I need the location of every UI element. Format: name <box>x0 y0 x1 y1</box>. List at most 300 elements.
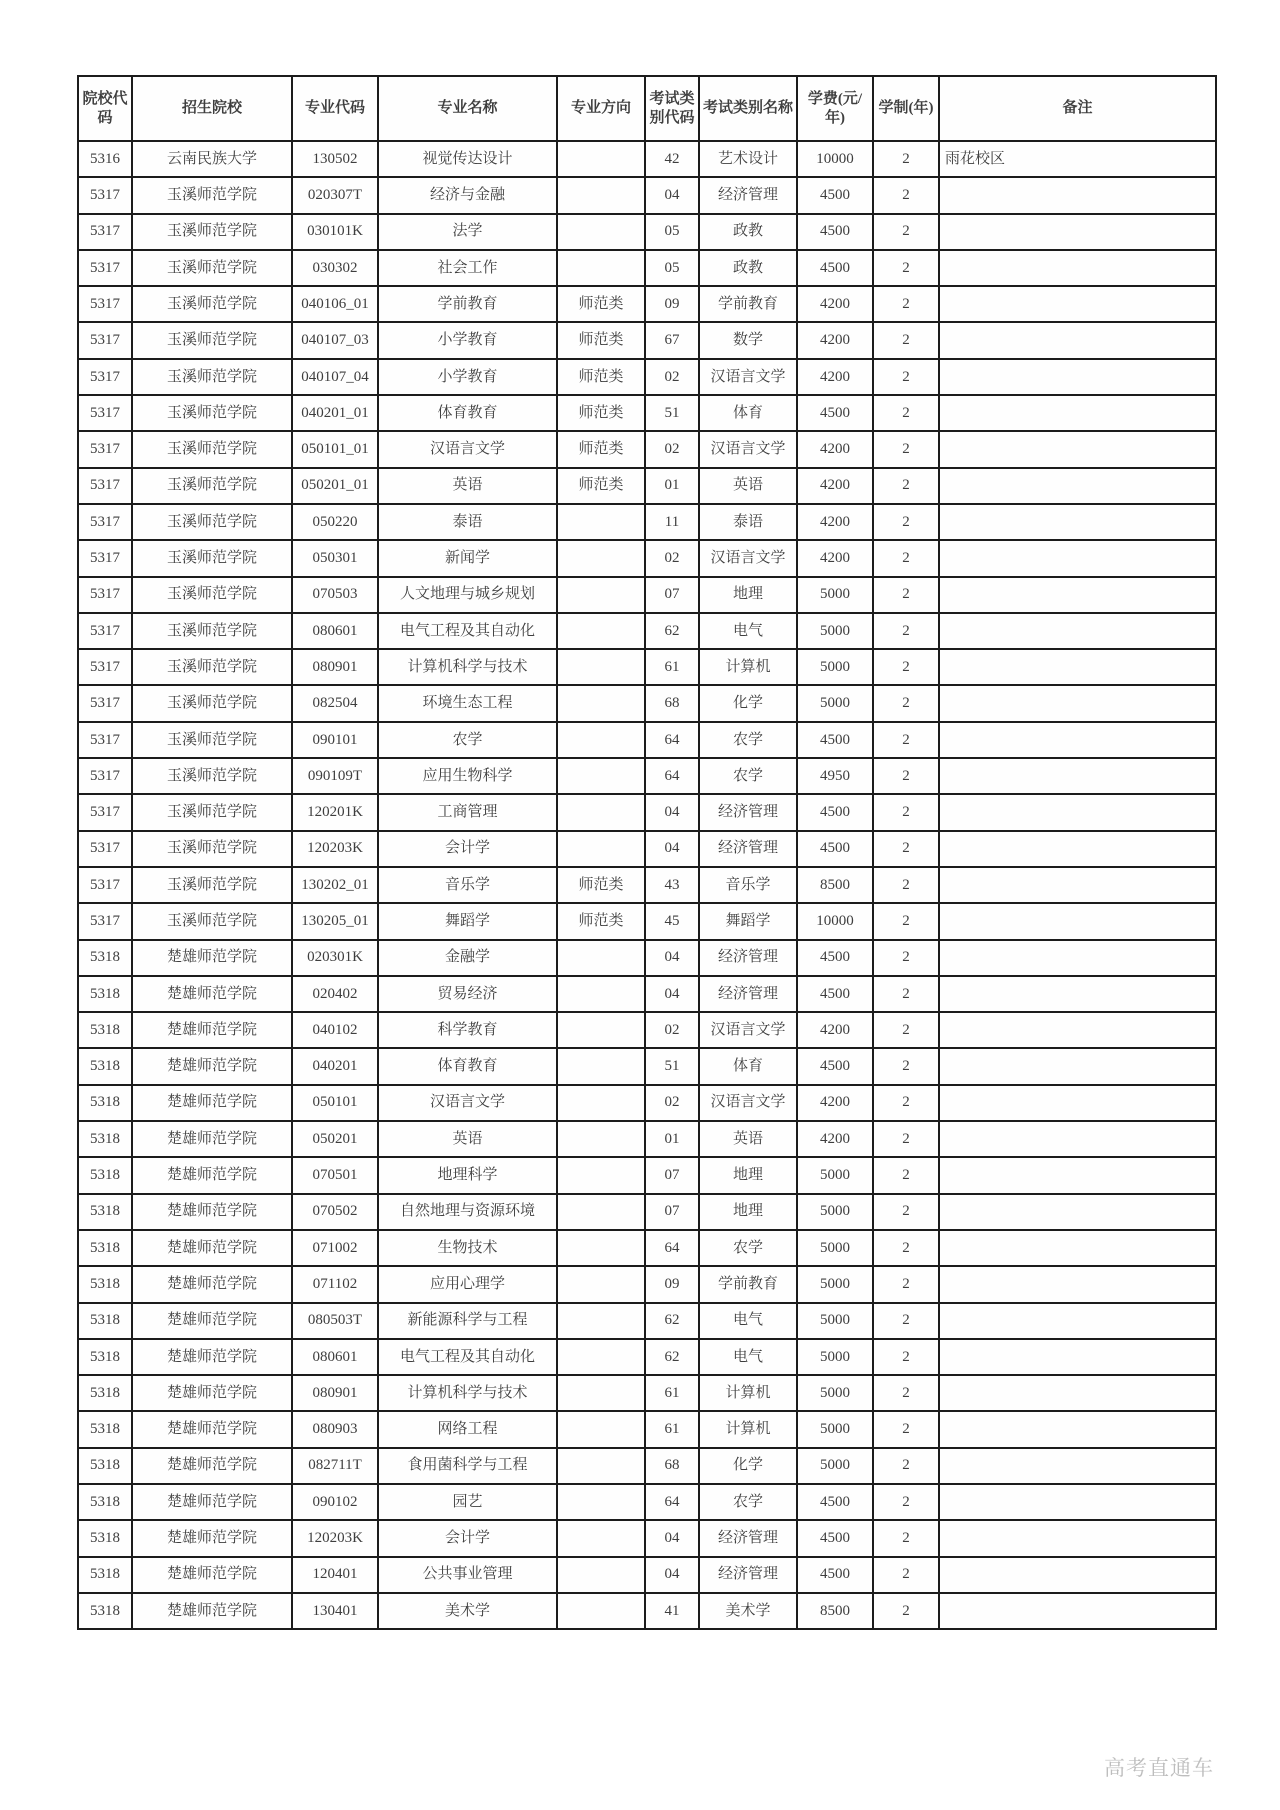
cell-years: 2 <box>873 1484 939 1520</box>
cell-code: 5317 <box>78 758 132 794</box>
table-row <box>78 1230 1216 1266</box>
cell-major_code: 090109T <box>292 758 378 794</box>
cell-exam_code: 64 <box>645 722 699 758</box>
cell-direction <box>557 1085 645 1121</box>
cell-years: 2 <box>873 1266 939 1302</box>
cell-exam_code: 02 <box>645 1085 699 1121</box>
cell-remark <box>939 1230 1216 1266</box>
cell-remark <box>939 250 1216 286</box>
cell-tuition: 4500 <box>797 1520 873 1556</box>
cell-major_code: 050101_01 <box>292 431 378 467</box>
cell-code: 5317 <box>78 722 132 758</box>
table-row <box>78 1085 1216 1121</box>
cell-major_code: 080903 <box>292 1411 378 1447</box>
watermark-text: 高考直通车 <box>1104 1757 1214 1780</box>
table-row <box>78 1557 1216 1593</box>
cell-years: 2 <box>873 722 939 758</box>
table-header <box>78 76 1216 141</box>
cell-exam_name: 计算机 <box>699 649 797 685</box>
header-cell-code: 院校代码 <box>78 76 132 141</box>
cell-major_code: 050301 <box>292 540 378 576</box>
cell-major_name: 视觉传达设计 <box>378 141 557 177</box>
cell-major_code: 020307T <box>292 177 378 213</box>
cell-remark <box>939 976 1216 1012</box>
cell-tuition: 5000 <box>797 613 873 649</box>
cell-school: 楚雄师范学院 <box>132 1157 292 1193</box>
cell-major_name: 电气工程及其自动化 <box>378 613 557 649</box>
cell-remark <box>939 1339 1216 1375</box>
cell-exam_name: 汉语言文学 <box>699 359 797 395</box>
table-row <box>78 1121 1216 1157</box>
cell-code: 5317 <box>78 540 132 576</box>
cell-years: 2 <box>873 141 939 177</box>
cell-direction <box>557 685 645 721</box>
cell-direction <box>557 1411 645 1447</box>
cell-school: 楚雄师范学院 <box>132 1593 292 1629</box>
cell-tuition: 10000 <box>797 903 873 939</box>
header-cell-tuition: 学费(元/年) <box>797 76 873 141</box>
cell-major_name: 英语 <box>378 468 557 504</box>
cell-major_name: 体育教育 <box>378 1048 557 1084</box>
cell-exam_name: 农学 <box>699 1484 797 1520</box>
cell-school: 楚雄师范学院 <box>132 1048 292 1084</box>
cell-tuition: 4200 <box>797 286 873 322</box>
cell-exam_code: 61 <box>645 1375 699 1411</box>
cell-major_code: 040107_03 <box>292 322 378 358</box>
cell-direction <box>557 831 645 867</box>
cell-years: 2 <box>873 214 939 250</box>
cell-direction <box>557 1303 645 1339</box>
cell-tuition: 4500 <box>797 722 873 758</box>
cell-years: 2 <box>873 1411 939 1447</box>
cell-exam_name: 舞蹈学 <box>699 903 797 939</box>
header-cell-exam_name: 考试类别名称 <box>699 76 797 141</box>
cell-major_name: 食用菌科学与工程 <box>378 1448 557 1484</box>
cell-exam_name: 化学 <box>699 1448 797 1484</box>
cell-tuition: 8500 <box>797 867 873 903</box>
cell-major_code: 070503 <box>292 577 378 613</box>
cell-remark <box>939 685 1216 721</box>
cell-tuition: 5000 <box>797 685 873 721</box>
cell-major_name: 应用心理学 <box>378 1266 557 1302</box>
cell-remark <box>939 1448 1216 1484</box>
cell-years: 2 <box>873 431 939 467</box>
cell-major_name: 农学 <box>378 722 557 758</box>
cell-school: 楚雄师范学院 <box>132 1484 292 1520</box>
header-cell-remark: 备注 <box>939 76 1216 141</box>
cell-exam_name: 泰语 <box>699 504 797 540</box>
cell-school: 楚雄师范学院 <box>132 1012 292 1048</box>
cell-remark <box>939 1520 1216 1556</box>
cell-years: 2 <box>873 1339 939 1375</box>
cell-exam_code: 04 <box>645 831 699 867</box>
cell-exam_code: 01 <box>645 1121 699 1157</box>
cell-exam_name: 地理 <box>699 577 797 613</box>
cell-major_code: 050101 <box>292 1085 378 1121</box>
cell-major_name: 科学教育 <box>378 1012 557 1048</box>
cell-major_code: 120203K <box>292 831 378 867</box>
cell-remark <box>939 1484 1216 1520</box>
cell-code: 5318 <box>78 1375 132 1411</box>
cell-major_name: 泰语 <box>378 504 557 540</box>
cell-code: 5317 <box>78 359 132 395</box>
cell-exam_name: 汉语言文学 <box>699 540 797 576</box>
cell-exam_name: 美术学 <box>699 1593 797 1629</box>
cell-exam_name: 汉语言文学 <box>699 1085 797 1121</box>
cell-remark <box>939 1593 1216 1629</box>
cell-exam_code: 45 <box>645 903 699 939</box>
cell-tuition: 5000 <box>797 577 873 613</box>
cell-major_code: 040107_04 <box>292 359 378 395</box>
cell-exam_code: 07 <box>645 577 699 613</box>
table-row <box>78 577 1216 613</box>
cell-remark <box>939 1121 1216 1157</box>
cell-exam_code: 41 <box>645 1593 699 1629</box>
cell-major_code: 080601 <box>292 613 378 649</box>
cell-remark <box>939 1157 1216 1193</box>
cell-school: 楚雄师范学院 <box>132 1557 292 1593</box>
cell-remark <box>939 722 1216 758</box>
cell-tuition: 4950 <box>797 758 873 794</box>
cell-years: 2 <box>873 1557 939 1593</box>
cell-major_code: 082504 <box>292 685 378 721</box>
admission-plan-table <box>77 75 1217 1630</box>
table-row <box>78 903 1216 939</box>
cell-exam_code: 11 <box>645 504 699 540</box>
cell-major_code: 080901 <box>292 649 378 685</box>
cell-direction <box>557 1194 645 1230</box>
cell-code: 5318 <box>78 1266 132 1302</box>
table-row <box>78 250 1216 286</box>
cell-years: 2 <box>873 1303 939 1339</box>
cell-direction <box>557 722 645 758</box>
table-row <box>78 1484 1216 1520</box>
cell-school: 玉溪师范学院 <box>132 322 292 358</box>
cell-tuition: 5000 <box>797 1157 873 1193</box>
cell-remark <box>939 1375 1216 1411</box>
cell-exam_name: 地理 <box>699 1157 797 1193</box>
cell-direction <box>557 794 645 830</box>
cell-exam_code: 04 <box>645 1520 699 1556</box>
cell-years: 2 <box>873 359 939 395</box>
cell-exam_code: 04 <box>645 940 699 976</box>
cell-years: 2 <box>873 177 939 213</box>
cell-exam_code: 04 <box>645 976 699 1012</box>
cell-tuition: 4200 <box>797 540 873 576</box>
cell-exam_name: 体育 <box>699 1048 797 1084</box>
cell-direction <box>557 1339 645 1375</box>
cell-major_code: 020301K <box>292 940 378 976</box>
cell-school: 玉溪师范学院 <box>132 649 292 685</box>
cell-code: 5318 <box>78 1339 132 1375</box>
cell-code: 5317 <box>78 468 132 504</box>
table-row <box>78 1303 1216 1339</box>
cell-school: 楚雄师范学院 <box>132 1303 292 1339</box>
cell-remark <box>939 794 1216 830</box>
cell-major_name: 会计学 <box>378 831 557 867</box>
cell-major_code: 030302 <box>292 250 378 286</box>
cell-code: 5318 <box>78 940 132 976</box>
cell-school: 楚雄师范学院 <box>132 1375 292 1411</box>
cell-code: 5317 <box>78 903 132 939</box>
cell-exam_code: 61 <box>645 649 699 685</box>
cell-exam_code: 09 <box>645 1266 699 1302</box>
cell-direction <box>557 940 645 976</box>
cell-exam_name: 艺术设计 <box>699 141 797 177</box>
cell-years: 2 <box>873 1593 939 1629</box>
cell-major_code: 040102 <box>292 1012 378 1048</box>
cell-direction: 师范类 <box>557 867 645 903</box>
cell-major_name: 贸易经济 <box>378 976 557 1012</box>
cell-major_name: 美术学 <box>378 1593 557 1629</box>
cell-exam_code: 61 <box>645 1411 699 1447</box>
cell-exam_name: 经济管理 <box>699 794 797 830</box>
cell-exam_name: 汉语言文学 <box>699 1012 797 1048</box>
table-row <box>78 214 1216 250</box>
cell-years: 2 <box>873 831 939 867</box>
cell-major_code: 080503T <box>292 1303 378 1339</box>
cell-code: 5317 <box>78 504 132 540</box>
cell-tuition: 5000 <box>797 1375 873 1411</box>
cell-years: 2 <box>873 649 939 685</box>
cell-tuition: 4200 <box>797 504 873 540</box>
cell-major_code: 071002 <box>292 1230 378 1266</box>
cell-exam_name: 地理 <box>699 1194 797 1230</box>
cell-major_name: 应用生物科学 <box>378 758 557 794</box>
cell-school: 玉溪师范学院 <box>132 214 292 250</box>
cell-direction <box>557 1520 645 1556</box>
cell-remark <box>939 1266 1216 1302</box>
cell-major_name: 舞蹈学 <box>378 903 557 939</box>
cell-code: 5317 <box>78 794 132 830</box>
cell-direction: 师范类 <box>557 903 645 939</box>
cell-exam_name: 英语 <box>699 1121 797 1157</box>
cell-major_code: 020402 <box>292 976 378 1012</box>
cell-major_name: 体育教育 <box>378 395 557 431</box>
cell-code: 5317 <box>78 831 132 867</box>
cell-major_code: 080601 <box>292 1339 378 1375</box>
cell-exam_name: 汉语言文学 <box>699 431 797 467</box>
cell-major_name: 英语 <box>378 1121 557 1157</box>
cell-remark <box>939 540 1216 576</box>
cell-remark <box>939 613 1216 649</box>
cell-tuition: 10000 <box>797 141 873 177</box>
table-row <box>78 540 1216 576</box>
header-cell-major_code: 专业代码 <box>292 76 378 141</box>
cell-years: 2 <box>873 1448 939 1484</box>
cell-school: 玉溪师范学院 <box>132 722 292 758</box>
cell-major_name: 环境生态工程 <box>378 685 557 721</box>
cell-code: 5318 <box>78 1194 132 1230</box>
cell-exam_name: 学前教育 <box>699 1266 797 1302</box>
cell-major_code: 030101K <box>292 214 378 250</box>
cell-code: 5317 <box>78 286 132 322</box>
cell-exam_code: 07 <box>645 1157 699 1193</box>
cell-remark: 雨花校区 <box>939 141 1216 177</box>
cell-tuition: 8500 <box>797 1593 873 1629</box>
cell-exam_code: 62 <box>645 613 699 649</box>
table-row <box>78 1157 1216 1193</box>
cell-years: 2 <box>873 395 939 431</box>
cell-major_name: 新能源科学与工程 <box>378 1303 557 1339</box>
cell-direction <box>557 613 645 649</box>
cell-major_name: 新闻学 <box>378 540 557 576</box>
cell-tuition: 4200 <box>797 1012 873 1048</box>
cell-tuition: 5000 <box>797 1339 873 1375</box>
cell-major_name: 网络工程 <box>378 1411 557 1447</box>
cell-code: 5317 <box>78 685 132 721</box>
cell-tuition: 4500 <box>797 794 873 830</box>
cell-exam_code: 07 <box>645 1194 699 1230</box>
table-row <box>78 1012 1216 1048</box>
cell-major_code: 130202_01 <box>292 867 378 903</box>
cell-tuition: 4200 <box>797 1121 873 1157</box>
table-row <box>78 940 1216 976</box>
cell-tuition: 4500 <box>797 395 873 431</box>
cell-major_name: 园艺 <box>378 1484 557 1520</box>
table-row <box>78 685 1216 721</box>
cell-exam_code: 01 <box>645 468 699 504</box>
cell-exam_code: 42 <box>645 141 699 177</box>
cell-exam_code: 64 <box>645 758 699 794</box>
cell-direction <box>557 1230 645 1266</box>
cell-school: 楚雄师范学院 <box>132 976 292 1012</box>
table-row <box>78 1375 1216 1411</box>
cell-school: 玉溪师范学院 <box>132 431 292 467</box>
cell-years: 2 <box>873 1230 939 1266</box>
cell-exam_code: 04 <box>645 1557 699 1593</box>
cell-major_name: 人文地理与城乡规划 <box>378 577 557 613</box>
cell-years: 2 <box>873 867 939 903</box>
cell-exam_code: 02 <box>645 1012 699 1048</box>
cell-school: 云南民族大学 <box>132 141 292 177</box>
cell-tuition: 5000 <box>797 1303 873 1339</box>
cell-exam_code: 51 <box>645 395 699 431</box>
cell-exam_code: 64 <box>645 1230 699 1266</box>
cell-major_name: 会计学 <box>378 1520 557 1556</box>
cell-major_code: 082711T <box>292 1448 378 1484</box>
cell-exam_name: 化学 <box>699 685 797 721</box>
header-cell-exam_code: 考试类别代码 <box>645 76 699 141</box>
cell-direction <box>557 1484 645 1520</box>
cell-school: 玉溪师范学院 <box>132 468 292 504</box>
cell-years: 2 <box>873 504 939 540</box>
cell-school: 楚雄师范学院 <box>132 1520 292 1556</box>
cell-remark <box>939 286 1216 322</box>
cell-major_name: 汉语言文学 <box>378 431 557 467</box>
cell-remark <box>939 177 1216 213</box>
cell-code: 5317 <box>78 867 132 903</box>
table-row <box>78 468 1216 504</box>
cell-remark <box>939 1411 1216 1447</box>
cell-years: 2 <box>873 1121 939 1157</box>
cell-exam_name: 音乐学 <box>699 867 797 903</box>
cell-major_name: 生物技术 <box>378 1230 557 1266</box>
table-row <box>78 867 1216 903</box>
table-row <box>78 1266 1216 1302</box>
cell-exam_name: 计算机 <box>699 1411 797 1447</box>
cell-code: 5318 <box>78 1048 132 1084</box>
cell-school: 玉溪师范学院 <box>132 867 292 903</box>
cell-major_name: 工商管理 <box>378 794 557 830</box>
cell-tuition: 4200 <box>797 431 873 467</box>
cell-remark <box>939 1557 1216 1593</box>
table-row <box>78 1194 1216 1230</box>
cell-tuition: 5000 <box>797 1448 873 1484</box>
cell-code: 5317 <box>78 613 132 649</box>
cell-code: 5317 <box>78 431 132 467</box>
cell-years: 2 <box>873 758 939 794</box>
cell-code: 5318 <box>78 1085 132 1121</box>
cell-remark <box>939 940 1216 976</box>
cell-school: 玉溪师范学院 <box>132 903 292 939</box>
cell-tuition: 4500 <box>797 177 873 213</box>
table-row <box>78 722 1216 758</box>
cell-direction <box>557 976 645 1012</box>
cell-years: 2 <box>873 1194 939 1230</box>
header-cell-direction: 专业方向 <box>557 76 645 141</box>
cell-major_code: 120401 <box>292 1557 378 1593</box>
cell-remark <box>939 322 1216 358</box>
cell-school: 玉溪师范学院 <box>132 359 292 395</box>
cell-years: 2 <box>873 577 939 613</box>
table-row <box>78 649 1216 685</box>
cell-exam_name: 数学 <box>699 322 797 358</box>
cell-tuition: 5000 <box>797 1230 873 1266</box>
cell-major_code: 080901 <box>292 1375 378 1411</box>
cell-major_code: 090101 <box>292 722 378 758</box>
table-row <box>78 1339 1216 1375</box>
cell-years: 2 <box>873 1520 939 1556</box>
cell-code: 5317 <box>78 250 132 286</box>
table-row <box>78 322 1216 358</box>
cell-major_name: 计算机科学与技术 <box>378 1375 557 1411</box>
cell-exam_name: 政教 <box>699 250 797 286</box>
cell-major_code: 070502 <box>292 1194 378 1230</box>
cell-major_code: 040106_01 <box>292 286 378 322</box>
cell-major_code: 130205_01 <box>292 903 378 939</box>
table-header-row <box>78 76 1216 141</box>
cell-direction <box>557 1557 645 1593</box>
cell-remark <box>939 1085 1216 1121</box>
cell-years: 2 <box>873 540 939 576</box>
table-row <box>78 1520 1216 1556</box>
cell-major_name: 汉语言文学 <box>378 1085 557 1121</box>
cell-exam_name: 农学 <box>699 722 797 758</box>
cell-school: 楚雄师范学院 <box>132 1085 292 1121</box>
cell-exam_name: 经济管理 <box>699 177 797 213</box>
cell-direction <box>557 577 645 613</box>
cell-exam_code: 04 <box>645 177 699 213</box>
cell-remark <box>939 1303 1216 1339</box>
cell-remark <box>939 867 1216 903</box>
cell-direction: 师范类 <box>557 395 645 431</box>
cell-code: 5317 <box>78 395 132 431</box>
cell-major_name: 社会工作 <box>378 250 557 286</box>
cell-exam_name: 经济管理 <box>699 1520 797 1556</box>
cell-major_name: 小学教育 <box>378 359 557 395</box>
cell-tuition: 4500 <box>797 976 873 1012</box>
cell-direction <box>557 250 645 286</box>
cell-tuition: 4500 <box>797 214 873 250</box>
cell-exam_name: 农学 <box>699 758 797 794</box>
header-cell-school: 招生院校 <box>132 76 292 141</box>
cell-major_name: 小学教育 <box>378 322 557 358</box>
cell-exam_code: 02 <box>645 540 699 576</box>
table-row <box>78 1048 1216 1084</box>
cell-years: 2 <box>873 940 939 976</box>
cell-code: 5318 <box>78 1411 132 1447</box>
